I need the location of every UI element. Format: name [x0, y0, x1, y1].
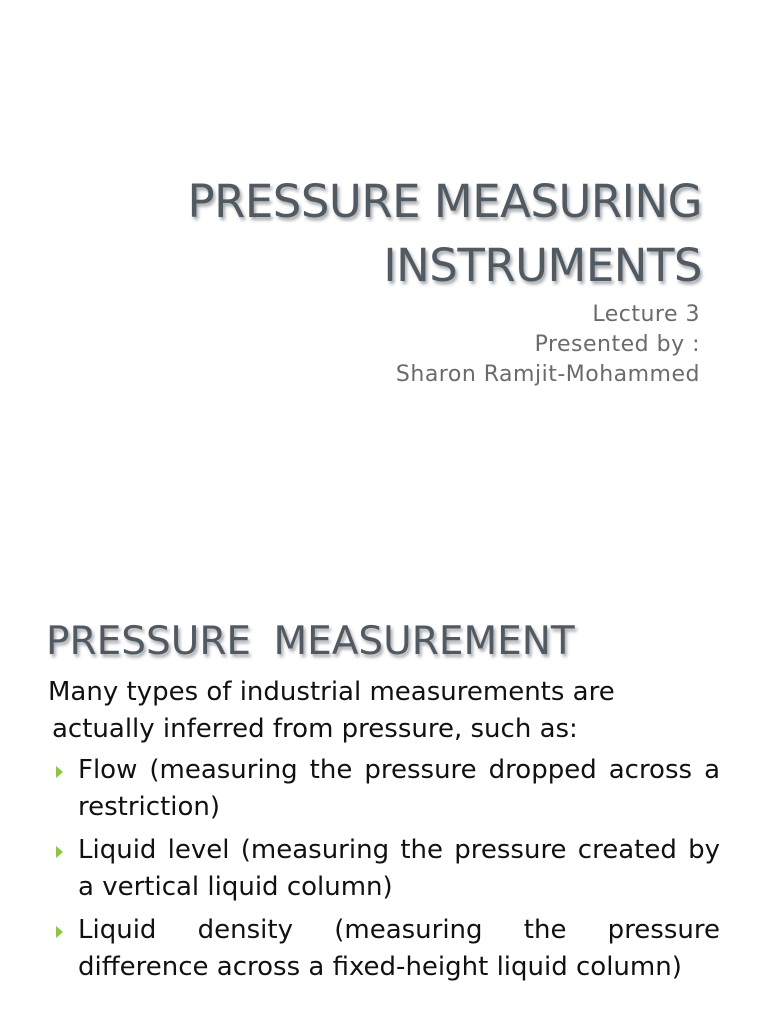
bullet-item-flow	[48, 752, 720, 826]
intro-paragraph	[48, 674, 720, 748]
content-body	[48, 674, 720, 992]
triangle-bullet-icon	[56, 926, 63, 938]
intro-line-1: Many types of industrial measurements are	[48, 677, 615, 707]
title-line-1: PRESSURE MEASURING	[187, 175, 702, 228]
bullet-item-liquid-level	[48, 832, 720, 906]
slide-title	[62, 170, 702, 298]
bullet-list	[48, 752, 720, 986]
content-slide	[0, 576, 768, 1024]
presented-by-label: Presented by :	[534, 332, 700, 357]
lecture-number: Lecture 3	[592, 302, 700, 327]
triangle-bullet-icon	[56, 846, 63, 858]
triangle-bullet-icon	[56, 766, 63, 778]
bullet-text: Flow (measuring the pressure dropped across a restriction)	[78, 755, 720, 822]
slide-subtitle	[200, 300, 700, 390]
title-line-2: INSTRUMENTS	[383, 239, 702, 292]
presenter-name: Sharon Ramjit-Mohammed	[395, 362, 700, 387]
intro-line-2: actually inferred from pressure, such as:	[52, 714, 578, 744]
bullet-text: Liquid level (measuring the pressure created by a vertical liquid column)	[78, 835, 720, 902]
bullet-item-liquid-density	[48, 912, 720, 986]
content-title: PRESSURE MEASUREMENT	[46, 619, 575, 664]
bullet-text: Liquid density (measuring the pressure difference across a fixed-height liquid column)	[78, 915, 720, 982]
